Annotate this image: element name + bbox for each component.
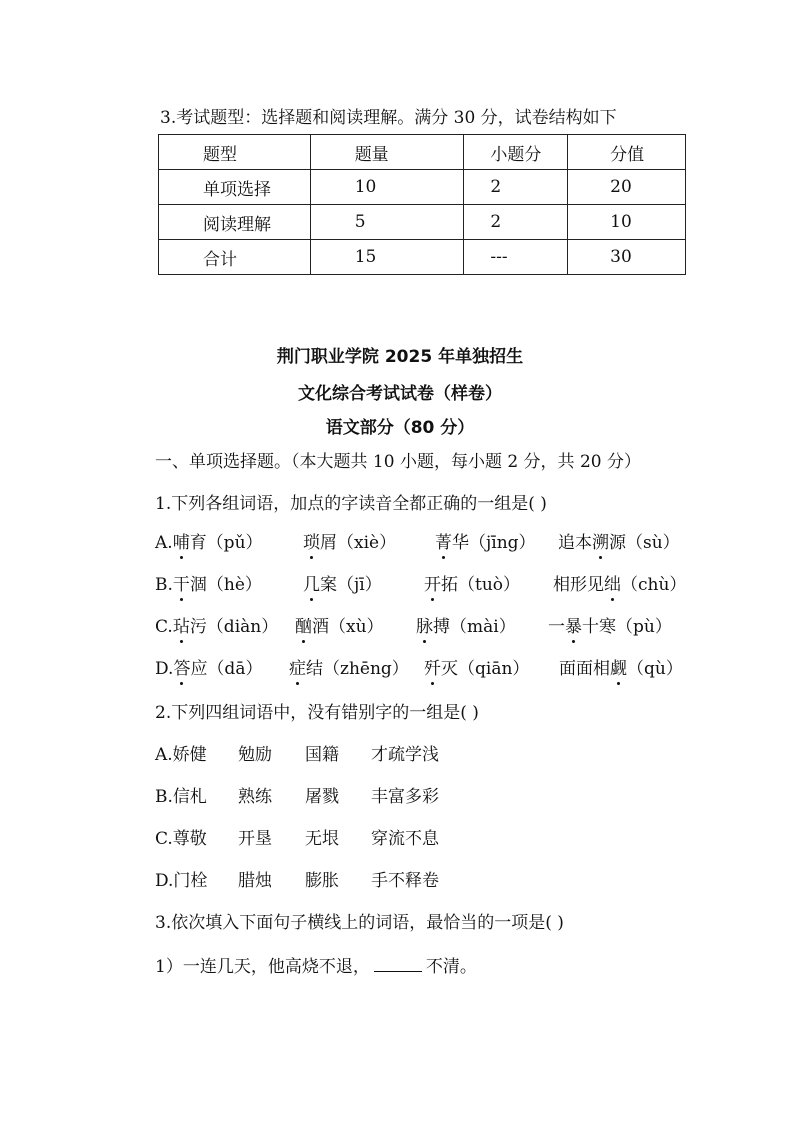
dotted-char: 菁 [435,533,452,553]
exam-structure-table [158,134,686,275]
header-cell: 题量 [310,135,464,170]
dotted-char: 绌 [604,575,621,595]
option-text: 搏（mài） [433,617,516,637]
dotted-char: 症 [289,659,306,679]
option-text: 应（dā） [190,659,263,679]
q1-option-a [155,532,263,554]
option-text: 酒（xù） [312,617,384,637]
table-row [159,170,686,205]
dotted-char: 玷 [172,617,190,637]
table-cell: 10 [568,205,686,240]
q1-option-a-item2 [303,532,396,554]
table-cell: 单项选择 [159,170,311,205]
dotted-char: 几 [303,575,320,595]
part-title: 语文部分（80 分） [325,418,475,438]
dotted-char: 琐 [303,533,320,553]
q1-option-d-item4 [559,658,683,680]
option-text: 丰富多彩 [371,787,439,807]
option-text: 才疏学浅 [371,745,439,765]
table-cell: 2 [464,170,568,205]
question-2-stem: 2.下列四组词语中，没有错别字的一组是( ) [155,703,479,723]
option-text: 育（pǔ） [189,533,263,553]
option-text: 勉励 [238,745,272,765]
option-text: 手不释卷 [371,871,439,891]
option-text: 案（jī） [320,575,382,595]
q1-option-c [155,616,278,638]
section-3-heading: 3.考试题型：选择题和阅读理解。满分 30 分，试卷结构如下 [160,108,617,128]
option-text: 一 [548,617,565,637]
option-text: 屠戮 [305,787,339,807]
header-cell: 分值 [568,135,686,170]
q1-option-d-item2 [289,658,409,680]
option-text: 结（zhēng） [306,659,409,679]
dotted-char: 开 [424,575,441,595]
q1-option-c-item4 [548,616,672,638]
table-cell: 合计 [159,240,311,275]
question-3-stem: 3.依次填入下面句子横线上的词语，最恰当的一项是( ) [155,913,564,933]
header-cell: 小题分 [464,135,568,170]
dotted-char: 酗 [295,617,312,637]
dotted-char: 干 [172,575,190,595]
school-title: 荆门职业学院 2025 年单独招生 [276,347,524,367]
section-1-heading: 一、单项选择题。（本大题共 10 小题，每小题 2 分，共 20 分） [155,452,642,472]
table-cell: --- [464,240,568,275]
option-text: 污（diàn） [189,617,279,637]
table-row [159,205,686,240]
option-text: 十寒（pù） [582,617,672,637]
table-cell: 2 [464,205,568,240]
table-cell: 阅读理解 [159,205,311,240]
fill-blank [374,955,422,972]
option-text: 拓（tuò） [441,575,521,595]
q1-option-d [155,658,262,680]
option-text: 膨胀 [305,871,339,891]
dotted-char: 溯 [592,533,609,553]
q1-option-b-item2 [303,574,382,596]
sentence-text: 1）一连几天，他高烧不退， [155,957,370,977]
table-header-row [159,135,686,170]
option-text: （chù） [621,575,687,595]
header-cell: 题型 [159,135,311,170]
q1-option-c-item2 [295,616,384,638]
dotted-char: 觑 [610,659,627,679]
option-label: C. [155,617,173,637]
option-text: 相形见 [553,575,604,595]
option-text: 屑（xiè） [320,533,397,553]
q1-option-d-item3 [424,658,529,680]
option-text: B.信札 [155,787,207,807]
q1-option-b-item3 [424,574,520,596]
q1-option-b [155,574,262,596]
option-text: A.娇健 [155,745,207,765]
dotted-char: 暴 [565,617,582,637]
option-text: 源（sù） [609,533,680,553]
option-text: C.尊敬 [155,829,207,849]
sentence-text: 不清。 [425,957,477,977]
option-text: D.门栓 [155,871,208,891]
option-text: 开垦 [238,829,272,849]
option-text: 熟练 [238,787,272,807]
option-text: 追本 [558,533,592,553]
dotted-char: 脉 [416,617,433,637]
q1-option-a-item3 [435,532,536,554]
option-text: 无垠 [305,829,339,849]
option-text: 华（jīng） [452,533,536,553]
option-label: D. [155,659,174,679]
q3-sentence-1 [155,955,477,978]
table-cell: 5 [310,205,464,240]
option-text: 灭（qiān） [441,659,530,679]
dotted-char: 歼 [424,659,441,679]
option-text: 国籍 [305,745,339,765]
option-label: A. [155,533,173,553]
q1-option-b-item4 [553,574,686,596]
option-text: （qù） [627,659,683,679]
option-text: 涸（hè） [189,575,262,595]
dotted-char: 哺 [172,533,190,553]
option-text: 面面相 [559,659,610,679]
dotted-char: 答 [173,659,191,679]
exam-title: 文化综合考试试卷（样卷） [298,384,502,404]
option-label: B. [155,575,173,595]
q1-option-a-item4 [558,532,680,554]
table-cell: 30 [568,240,686,275]
question-1-stem: 1.下列各组词语，加点的字读音全都正确的一组是( ) [155,494,547,514]
table-row [159,240,686,275]
table-cell: 20 [568,170,686,205]
option-text: 穿流不息 [371,829,439,849]
q1-option-c-item3 [416,616,516,638]
option-text: 腊烛 [238,871,272,891]
table-cell: 10 [310,170,464,205]
table-cell: 15 [310,240,464,275]
